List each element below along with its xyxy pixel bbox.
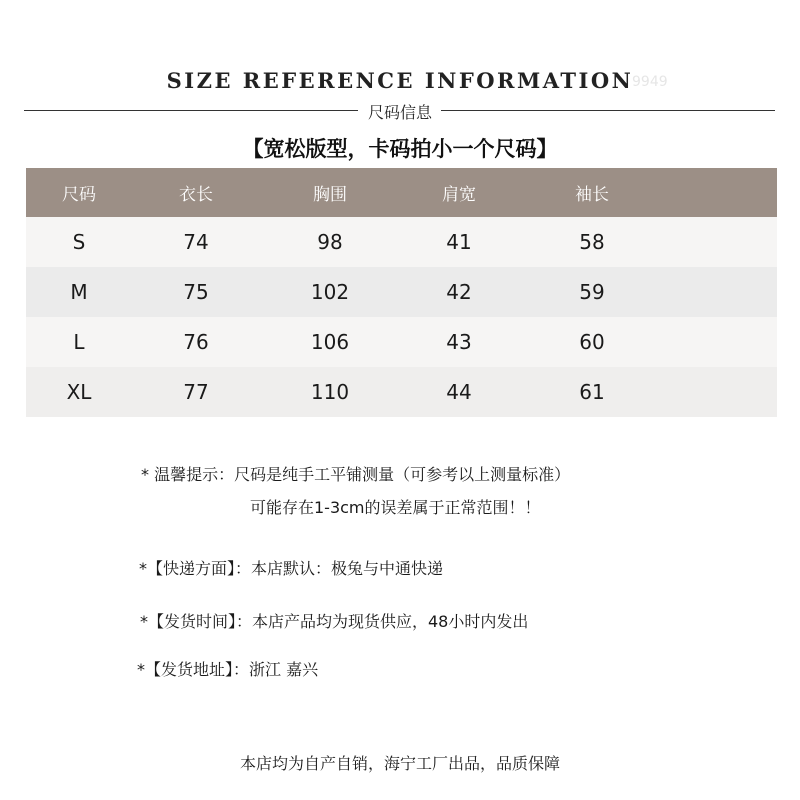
table-cell: 110 (310, 380, 350, 404)
table-cell: 102 (310, 280, 350, 304)
table-cell: M (70, 280, 88, 304)
table-cell: 106 (310, 330, 350, 354)
size-table (26, 168, 777, 417)
table-cell: 41 (446, 230, 472, 254)
table-cell: L (73, 330, 85, 354)
note-tip-line2: 可能存在1-3cm的误差属于正常范围！！ (250, 498, 541, 517)
table-row (26, 317, 777, 367)
page-title: SIZE REFERENCE INFORMATION (166, 68, 634, 93)
table-cell: 61 (579, 380, 605, 404)
divider-left (24, 110, 358, 111)
column-header-length: 衣长 (179, 185, 213, 205)
table-cell: 44 (446, 380, 472, 404)
note-express: *【快递方面】：本店默认：极兔与中通快递 (139, 559, 444, 578)
table-cell: S (72, 230, 86, 254)
table-cell: 59 (579, 280, 605, 304)
column-header-shoulder: 肩宽 (442, 185, 476, 205)
table-row (26, 267, 777, 317)
note-tip-line1: * 温馨提示：尺码是纯手工平铺测量（可参考以上测量标准） (141, 465, 571, 484)
note-ship-from: *【发货地址】：浙江 嘉兴 (137, 660, 319, 679)
table-cell: 60 (579, 330, 605, 354)
table-cell: XL (66, 380, 92, 404)
watermark: 9949 (632, 74, 668, 90)
table-cell: 58 (579, 230, 605, 254)
footer-text: 本店均为自产自销，海宁工厂出品，品质保障 (239, 754, 560, 773)
table-header-row (26, 168, 777, 217)
table-cell: 77 (183, 380, 209, 404)
table-cell: 43 (446, 330, 472, 354)
table-cell: 76 (183, 330, 209, 354)
note-ship-time: *【发货时间】：本店产品均为现货供应，48小时内发出 (140, 612, 529, 631)
table-cell: 42 (446, 280, 472, 304)
section-subtitle: 尺码信息 (367, 103, 432, 122)
table-cell: 98 (317, 230, 343, 254)
divider-right (441, 110, 775, 111)
column-header-sleeve: 袖长 (575, 185, 609, 205)
table-row (26, 367, 777, 417)
table-cell: 74 (183, 230, 209, 254)
table-cell: 75 (183, 280, 209, 304)
column-header-size: 尺码 (62, 185, 96, 205)
table-row (26, 217, 777, 267)
column-header-chest: 胸围 (313, 185, 347, 205)
fit-note: 【宽松版型，卡码拍小一个尺码】 (242, 137, 558, 161)
